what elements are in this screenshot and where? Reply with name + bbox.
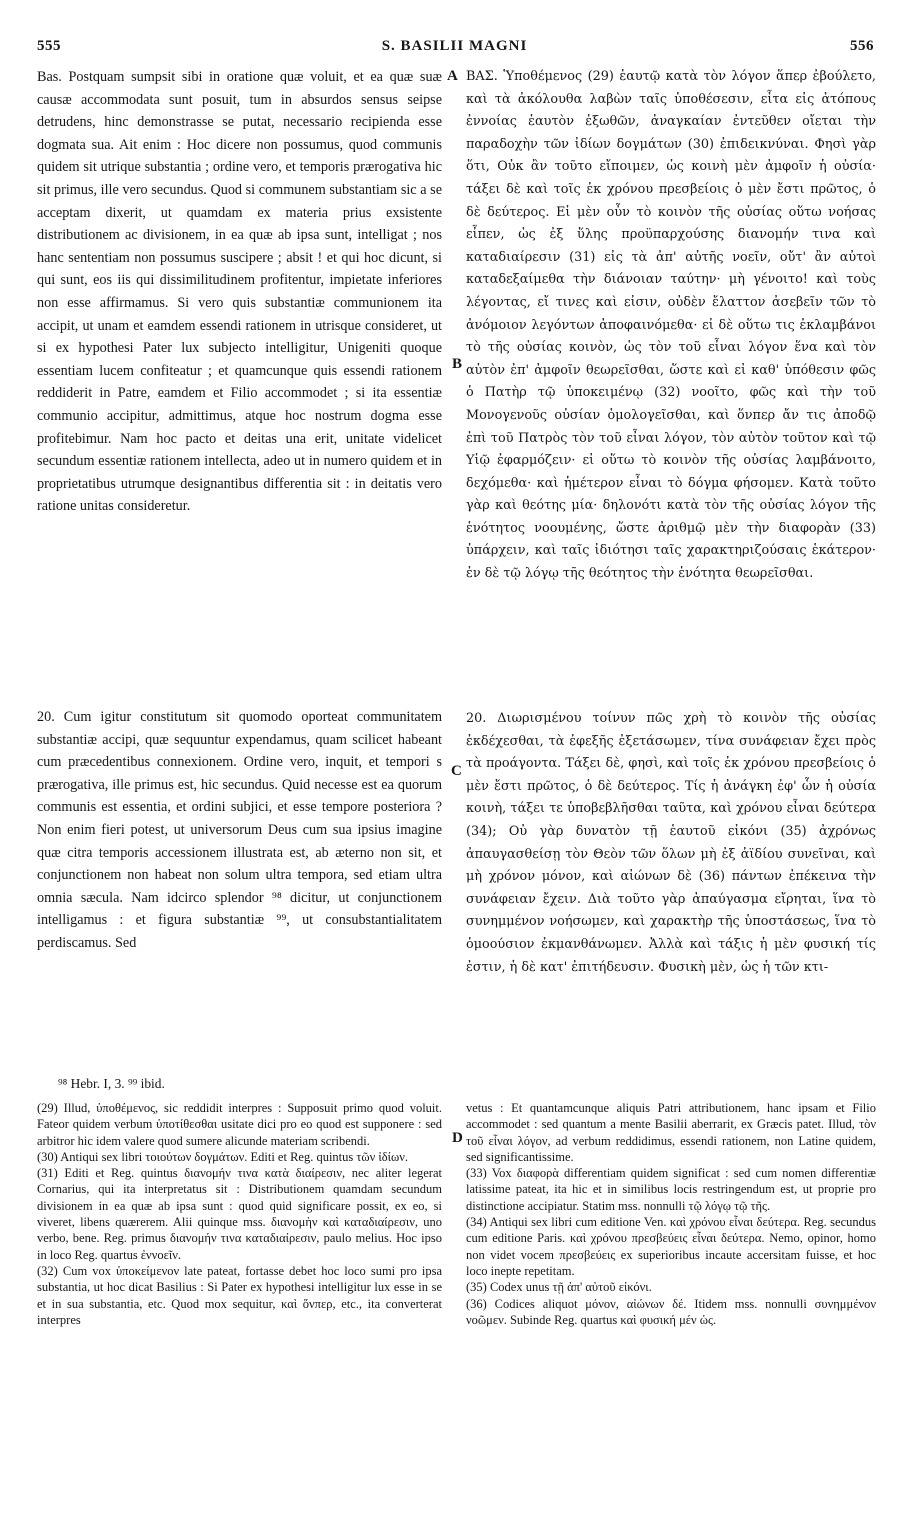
latin-paragraph-2: [37, 706, 442, 955]
greek-paragraph-1: [466, 66, 876, 586]
note-36: (36) Codices aliquot μόνον, αἰώνων δέ. Itidem mss. nonnulli συνημμένον νοῶμεν. Subinde Reg. quartus καὶ φυσική μέν ὡς.: [466, 1296, 876, 1327]
note-32: (32) Cum vox ὑποκείμενον late pateat, fortasse debet hoc loco sumi pro ipsa substantia, ut hoc dicat Basilius : Si Pater ex hypothesi intelligitur lux esse in se et in sua substantia, etc. Quod mox sequitur, καὶ ὅνπερ, etc., ita converterat interpres: [37, 1263, 442, 1327]
critical-notes-right: [466, 1100, 876, 1328]
scripture-footnotes: ⁹⁸ Hebr. I, 3. ⁹⁹ ibid.: [58, 1076, 165, 1091]
note-33: (33) Vox διαφορὰ differentiam quidem significat : sed cum nomen differentiæ latissime pateat, ita hic et in similibus locis restringendum est, ut proprie pro distinctione accipiatur. Statim mss. nonnulli τῷ λόγῳ τῷ τῆς.: [466, 1166, 876, 1213]
greek-text-1: ΒΑΣ. Ὑποθέμενος (29) ἑαυτῷ κατὰ τὸν λόγον ἅπερ ἐβούλετο, καὶ τὰ ἀκόλουθα λαβὼν ταῖς ὑποθέσεσιν, εἶτα εἰς ἀτόπους ἐννοίας ἑαυτὸν ἐξωθῶν, ἀναγκαίαν ἐντεῦθεν οἴεται τὴν παραδοχὴν τῶν ἰδίων δογμάτων (30) ἐπιδεικνύναι. Φησὶ γὰρ ὅτι, Οὐκ ἂν τοῦτο εἴποιμεν, ὡς κοινὴ μὲν ἀμφοῖν ἡ οὐσία· τάξει δὲ καὶ τοῖς ἐκ χρόνου πρεσβείοις ὁ μὲν ἔστι πρῶτος, ὁ δὲ δεύτερος. Εἰ μὲν οὖν τὸ κοινὸν τῆς οὐσίας οὕτω νοήσας εἶπεν, ὡς ἐξ ὕλης προϋπαρχούσης διανομήν τινα καὶ καταδιαίρεσιν (31) εἰς τὰ ἀπ' αὐτῆς νοεῖν, οὔτ' ἂν αὐτοὶ καταδεξαίμεθα τὴν διάνοιαν ταύτην· μὴ γένοιτο! καὶ τοὺς λέγοντας, εἴ τινες καὶ εἰσιν, οὐδὲν ἔλαττον ἀσεβεῖν τῶν τὸ ἀνόμοιον λεγόντων ἀποφαινόμεθα· εἰ δὲ οὕτω τις ἐκλαμβάνοι τὸ τῆς οὐσίας κοινὸν, ὡς τὸν τοῦ εἶναι λόγον ἕνα καὶ τὸν αὐτὸν ἐπ' ἀμφοῖν θεωρεῖσθαι, ὥστε καὶ εἰ καθ' ὑπόθεσιν φῶς ὁ Πατὴρ τῷ ὑποκειμένῳ (32) νοοῖτο, φῶς καὶ τὴν τοῦ Μονογενοῦς οὐσίαν ὁμολογεῖσθαι, καὶ ὅνπερ ἄν τις ἀποδῷ ἐπὶ τοῦ Πατρὸς τὸν τοῦ εἶναι λόγον, τὸν αὐτὸν τοῦτον καὶ τῷ Υἱῷ ἐφαρμόζειν· εἰ οὕτω τὸ κοινὸν τῆς οὐσίας λαμβάνοιτο, δεχόμεθα· καὶ ἡμέτερον εἶναι τὸ δόγμα φήσομεν. Κατὰ τοῦτο γὰρ καὶ θεότης μία· δηλονότι κατὰ τὸν τῆς οὐσίας λόγον τῆς ἑνότητος νοουμένης, ὥστε ἀριθμῷ μὲν τὴν διαφορὰν (33) ὑπάρχειν, καὶ ταῖς ἰδιότησι ταῖς χαρακτηριζούσαις ἑκάτερον· ἐν δὲ τῷ λόγῳ τῆς θεότητος τὴν ἑνότητα θεωρεῖσθαι.: [466, 69, 876, 582]
margin-letter-d: D: [452, 1130, 463, 1146]
note-32-continued: vetus : Et quantamcunque aliquis Patri attributionem, hanc ipsam et Filio accommodet : sed quantum a mente Basilii aberrarit, ex Græcis patet. Illud, τὸν τοῦ εἶναι λόγον, ad verbum reddidimus, essendi rationem, non Latine quidem, sed significantissime.: [466, 1101, 876, 1164]
latin-paragraph-1: [37, 66, 442, 518]
latin-text-2: 20. Cum igitur constitutum sit quomodo oporteat communitatem substantiæ accipi, quæ sequuntur expendamus, quam scilicet habeant cum præcedentibus connexionem. Ordine vero, inquit, et tempori s prærogativa, ille primus est, hic secundus. Quid necesse est ea quorum communis est essentia, et ordini subjici, et esse tempore posteriora ? Non enim fieri potest, ut universorum Deus cum sua ipsius imagine quæ citra temporis accessionem illustrata est, ab æterno non sit, et conjunctionem non habeat non solum ultra tempora, sed etiam ultra omnia sæcula. Nam idcirco splendor ⁹⁸ dicitur, ut conjunctionem intelligamus : et figura substantiæ ⁹⁹, ut consubstantialitatem perdiscamus. Sed: [37, 709, 442, 951]
left-page-number: 555: [37, 38, 61, 54]
note-34: (34) Antiqui sex libri cum editione Ven. καὶ χρόνου εἶναι δεύτερα. Reg. secundus cum editione Paris. καὶ χρόνου πρεσβεύεις εἶναι δεύτερα. Nemo, opinor, homo non videt vocem πρεσβεύεις ex superioribus incaute accersitam fuisse, et hoc loco inepte repetitam.: [466, 1215, 876, 1278]
margin-letter-a: A: [447, 68, 458, 84]
note-29: (29) Illud, ὑποθέμενος, sic reddidit interpres : Supposuit primo quod voluit. Fateor quidem verbum ὑποτίθεσθαι usitate dici pro eo quod est supponere : sed arbitror hic idem valere quod sumere alicunde materiam scribendi.: [37, 1101, 442, 1148]
greek-text-2: 20. Διωρισμένου τοίνυν πῶς χρὴ τὸ κοινὸν τῆς οὐσίας ἐκδέχεσθαι, τὰ ἐφεξῆς ἐξετάσωμεν, τίνα συνάφειαν ἔχει πρὸς τὰ προάγοντα. Τάξει δὲ, φησὶ, καὶ τοῖς ἐκ χρόνου πρεσβείοις ὁ μὲν ἔστι πρῶτος, ὁ δὲ δεύτερος. Τίς ἡ ἀνάγκη ἐφ' ὧν ἡ οὐσία κοινὴ, τάξει τε ὑποβεβλῆσθαι ταῦτα, καὶ χρόνου εἶναι δεύτερα (34); Οὐ γὰρ δυνατὸν τῇ ἑαυτοῦ εἰκόνι (35) ἀχρόνως ἀπαυγασθείσῃ τὸν Θεὸν τῶν ὅλων μὴ ἐξ ἀϊδίου συνεῖναι, καὶ μὴ χρόνον μόνον, καὶ αἰώνων δὲ (36) πάντων ἐπέκεινα τὴν συνάφειαν ἔχειν. Διὰ τοῦτο γὰρ ἀπαύγασμα εἴρηται, ἵνα τὸ συνημμένον νοήσωμεν, καὶ χαρακτὴρ τῆς ὑποστάσεως, ἵνα τὸ ὁμοούσιον ἐκμανθάνωμεν. Ἀλλὰ καὶ τάξις ἡ μὲν φυσική τίς ἐστιν, ἡ δὲ κατ' ἐπιτήδευσιν. Φυσικὴ μὲν, ὡς ἡ τῶν κτι-: [466, 711, 876, 975]
margin-letter-c: C: [451, 763, 462, 779]
critical-notes-left: [37, 1100, 442, 1328]
margin-letter-b: B: [452, 356, 463, 372]
note-35: (35) Codex unus τῇ ἀπ' αὐτοῦ εἰκόνι.: [466, 1280, 652, 1295]
running-title: S. BASILII MAGNI: [381, 38, 528, 54]
note-31: (31) Editi et Reg. quintus διανομήν τινα κατὰ διαίρεσιν, nec aliter legerat Cornarius, qui ita interpretatus sit : Distributionem quamdam secundum divisionem in ea quæ ab ipsa sunt : quod quid significare possit, ex eo, si viveret, libens quærerem. Alii quinque mss. διανομὴν καὶ καταδιαίρεσιν, uno verbo, bene. Reg. primus διανομήν τινα καταδιαίρεσιν, paulo melius. Hoc ipso in loco Reg. quartus ἐννοεῖν.: [37, 1166, 442, 1262]
right-page-number: 556: [850, 38, 874, 54]
note-30: (30) Antiqui sex libri τοιούτων δογμάτων. Editi et Reg. quintus τῶν ἰδίων.: [37, 1149, 409, 1164]
latin-text-1: Bas. Postquam sumpsit sibi in oratione quæ voluit, et ea quæ suæ causæ accommodata sunt posuit, tum in absurdos sensus seipse detrudens, hinc demonstrasse se putat, necessario recipienda esse dogmata sua. Ait enim : Hoc dicere non possumus, quod communis quidem sit utrique substantia ; ordine vero, et temporis prærogativa hic sit primus, ille vero secundus. Quod si communem substantiam sic a se acceptam dixerit, ut quamdam ex materia prius exsistente distributionem ac divisionem, in ea quæ ab ipsa sunt, intelligat ; nos hanc sententiam non possumus suscipere ; absit ! et qui hoc dicunt, si qui sunt, eos iis qui dissimilitudinem profitentur, impietate inferiores non esse affirmamus. Si vero quis substantiæ communionem ita accipit, ut unam et eamdem essendi rationem in utrisque consideret, ut si ex hypothesi Pater lux subjecto intelligitur, Unigeniti quoque essentiam lucem confiteatur ; et quamcunque quis essendi rationem reddiderit in Patre, eamdem et Filio accommodet ; si ita essentiæ communio accipitur, admittimus, atque hoc nostrum dogma esse profitebimur. Nam hoc pacto et deitas una erit, unitate videlicet secundum essentiæ rationem intellecta, adeo ut in numero quidem et in proprietatibus utrumque designantibus differentia sit : in deitatis vero ratione unitas consideretur.: [37, 69, 442, 515]
greek-paragraph-2: [466, 708, 876, 979]
